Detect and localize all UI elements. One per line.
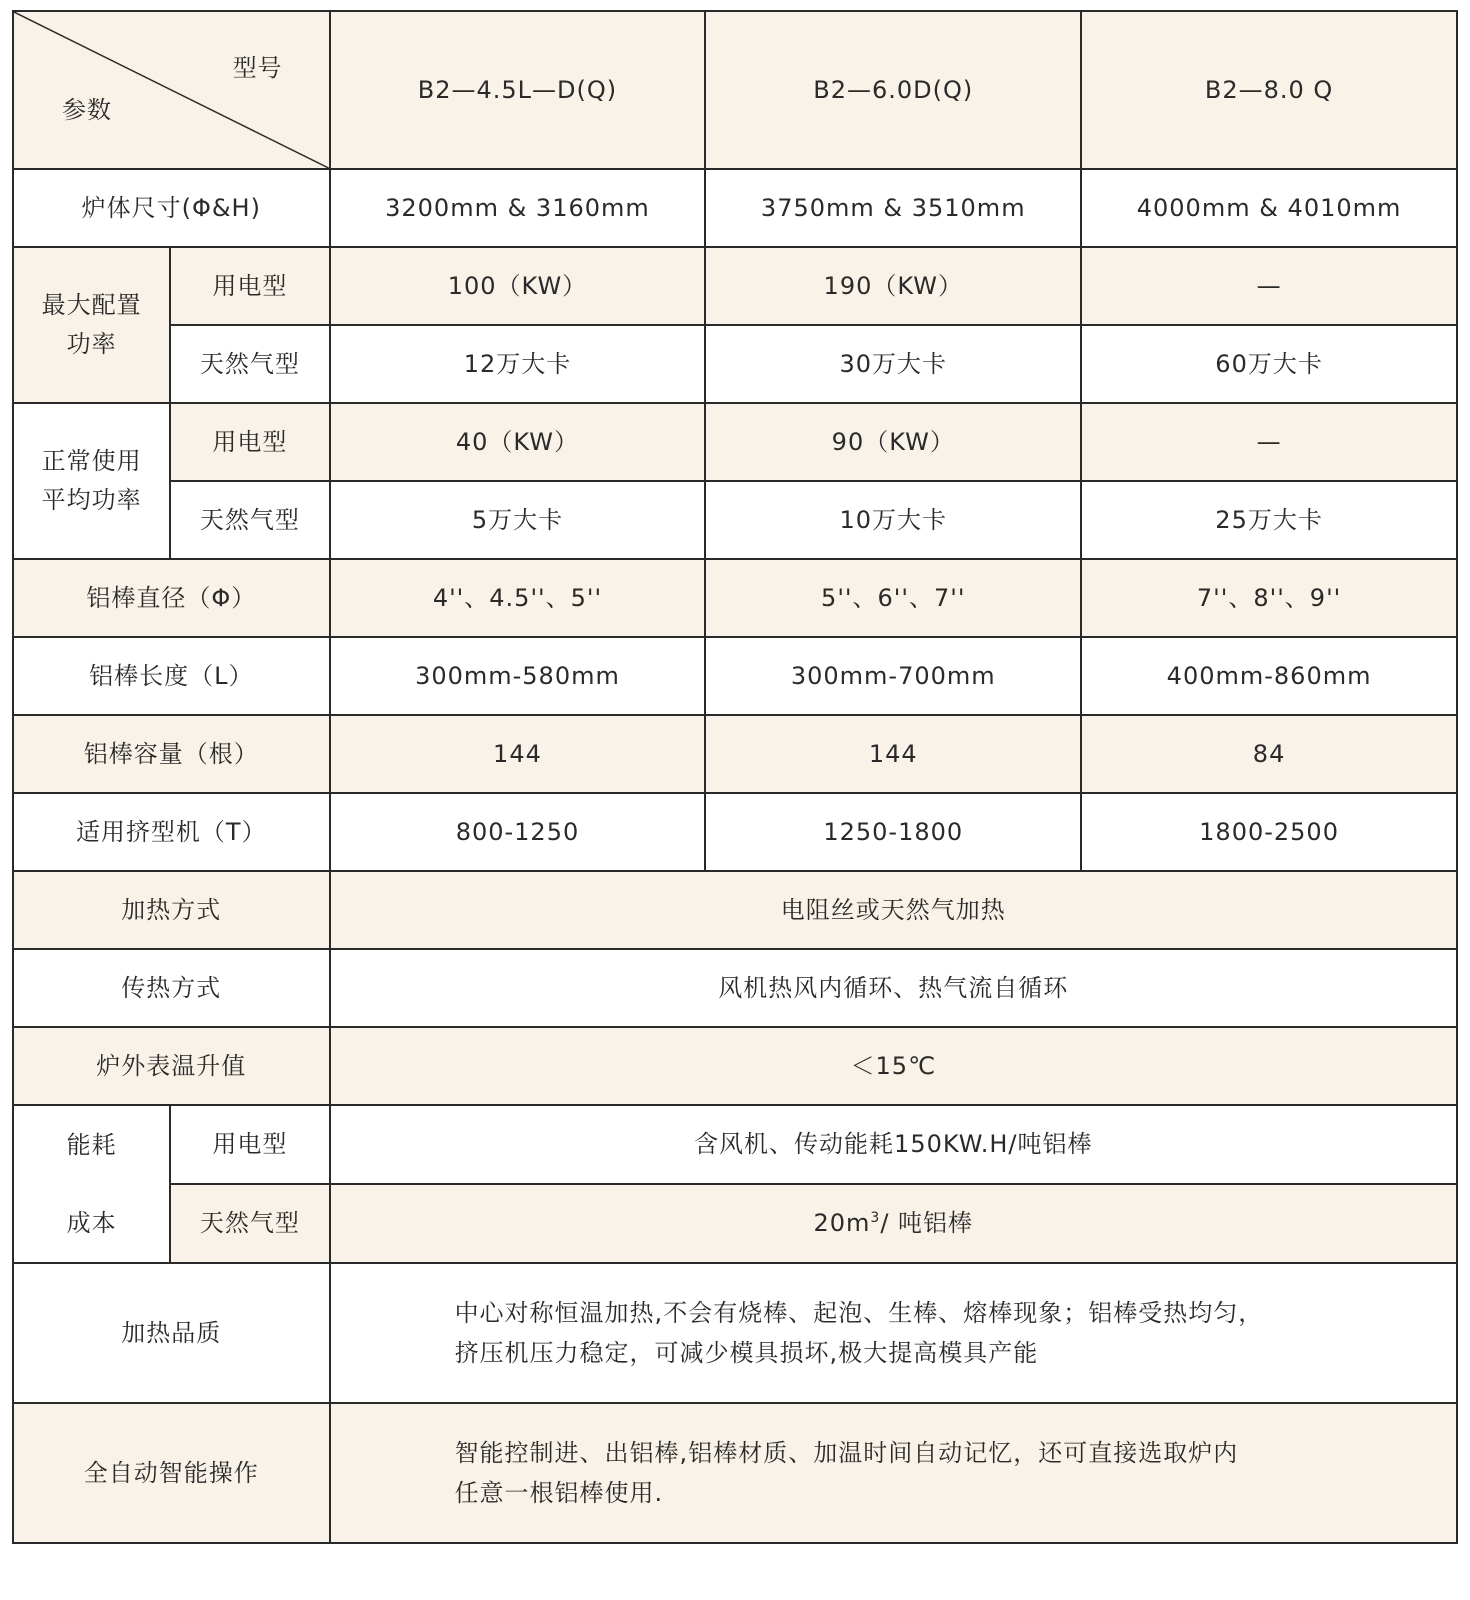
table-cell: 12万大卡	[330, 325, 706, 403]
avg-power-electric-row	[13, 403, 1457, 481]
surface-temp-row	[13, 1027, 1457, 1105]
table-cell: 电阻丝或天然气加热	[330, 871, 1457, 949]
paragraph-cell	[330, 1263, 1457, 1403]
header-row	[13, 11, 1457, 169]
automation-row	[13, 1403, 1457, 1543]
row-label: 全自动智能操作	[13, 1403, 330, 1543]
table-cell: 190（KW）	[705, 247, 1081, 325]
paragraph-line: 中心对称恒温加热,不会有烧棒、起泡、生棒、熔棒现象；铝棒受热均匀，	[454, 1299, 1264, 1327]
sub-label: 用电型	[170, 403, 329, 481]
max-power-gas-row	[13, 325, 1457, 403]
table-cell: 144	[330, 715, 706, 793]
table-cell: 60万大卡	[1081, 325, 1457, 403]
diagonal-divider	[14, 12, 329, 168]
table-cell: 5万大卡	[330, 481, 706, 559]
table-cell: 30万大卡	[705, 325, 1081, 403]
table-cell: 含风机、传动能耗150KW.H/吨铝棒	[330, 1105, 1457, 1184]
header-corner-cell	[13, 11, 330, 169]
billet-capacity-row	[13, 715, 1457, 793]
label-line: 能耗	[66, 1131, 117, 1159]
row-label: 铝棒长度（L）	[13, 637, 330, 715]
table-cell: 40（KW）	[330, 403, 706, 481]
avg-power-gas-row	[13, 481, 1457, 559]
label-line: 正常使用	[41, 447, 142, 475]
row-label: 加热方式	[13, 871, 330, 949]
label-line: 最大配置	[41, 291, 142, 319]
table-cell: 4''、4.5''、5''	[330, 559, 706, 637]
table-cell: 25万大卡	[1081, 481, 1457, 559]
billet-length-row	[13, 637, 1457, 715]
table-cell: 90（KW）	[705, 403, 1081, 481]
model-name-1: B2—4.5L—D(Q)	[330, 11, 706, 169]
avg-power-label	[13, 403, 170, 559]
table-cell: 84	[1081, 715, 1457, 793]
gas-value-unit: / 吨铝棒	[880, 1209, 974, 1238]
energy-cost-electric-row	[13, 1105, 1457, 1184]
sub-label: 天然气型	[170, 325, 329, 403]
table-cell: 100（KW）	[330, 247, 706, 325]
spec-table	[12, 10, 1458, 1544]
energy-cost-label	[13, 1105, 170, 1263]
table-cell: 7''、8''、9''	[1081, 559, 1457, 637]
row-label: 铝棒直径（Φ）	[13, 559, 330, 637]
table-cell: 300mm-580mm	[330, 637, 706, 715]
table-cell: 5''、6''、7''	[705, 559, 1081, 637]
label-line: 成本	[66, 1209, 117, 1237]
table-cell: 400mm-860mm	[1081, 637, 1457, 715]
table-cell: 风机热风内循环、热气流自循环	[330, 949, 1457, 1027]
paragraph-cell	[330, 1403, 1457, 1543]
table-cell: 3750mm & 3510mm	[705, 169, 1081, 247]
table-cell: —	[1081, 403, 1457, 481]
row-label: 炉外表温升值	[13, 1027, 330, 1105]
heating-quality-row	[13, 1263, 1457, 1403]
row-label: 炉体尺寸(Φ&H)	[13, 169, 330, 247]
heating-method-row	[13, 871, 1457, 949]
table-cell: 800-1250	[330, 793, 706, 871]
sub-label: 用电型	[170, 247, 329, 325]
gas-value-base: 20m	[813, 1209, 871, 1238]
max-power-electric-row	[13, 247, 1457, 325]
gas-value-exponent: 3	[870, 1210, 881, 1227]
table-cell: 144	[705, 715, 1081, 793]
row-label: 传热方式	[13, 949, 330, 1027]
max-power-label	[13, 247, 170, 403]
row-label: 铝棒容量（根）	[13, 715, 330, 793]
sub-label: 天然气型	[170, 481, 329, 559]
table-cell: 4000mm & 4010mm	[1081, 169, 1457, 247]
paragraph-line: 任意一根铝棒使用.	[454, 1479, 664, 1507]
gas-consumption-cell	[330, 1184, 1457, 1263]
param-header-label: 参数	[62, 96, 112, 124]
row-label: 适用挤型机（T）	[13, 793, 330, 871]
paragraph-line: 挤压机压力稳定，可减少模具损坏,极大提高模具产能	[454, 1339, 1039, 1367]
model-name-3: B2—8.0 Q	[1081, 11, 1457, 169]
model-name-2: B2—6.0D(Q)	[705, 11, 1081, 169]
heat-transfer-row	[13, 949, 1457, 1027]
table-cell: 10万大卡	[705, 481, 1081, 559]
table-cell: 3200mm & 3160mm	[330, 169, 706, 247]
table-cell: 300mm-700mm	[705, 637, 1081, 715]
sub-label: 天然气型	[170, 1184, 329, 1263]
furnace-size-row	[13, 169, 1457, 247]
label-line: 平均功率	[41, 486, 142, 514]
table-cell: ＜15℃	[330, 1027, 1457, 1105]
label-line: 功率	[66, 330, 117, 358]
table-cell: 1250-1800	[705, 793, 1081, 871]
model-header-label: 型号	[232, 54, 283, 82]
table-cell: 1800-2500	[1081, 793, 1457, 871]
energy-cost-gas-row	[13, 1184, 1457, 1263]
paragraph-line: 智能控制进、出铝棒,铝棒材质、加温时间自动记忆，还可直接选取炉内	[454, 1439, 1239, 1467]
extruder-row	[13, 793, 1457, 871]
row-label: 加热品质	[13, 1263, 330, 1403]
sub-label: 用电型	[170, 1105, 329, 1184]
billet-diameter-row	[13, 559, 1457, 637]
table-cell: —	[1081, 247, 1457, 325]
